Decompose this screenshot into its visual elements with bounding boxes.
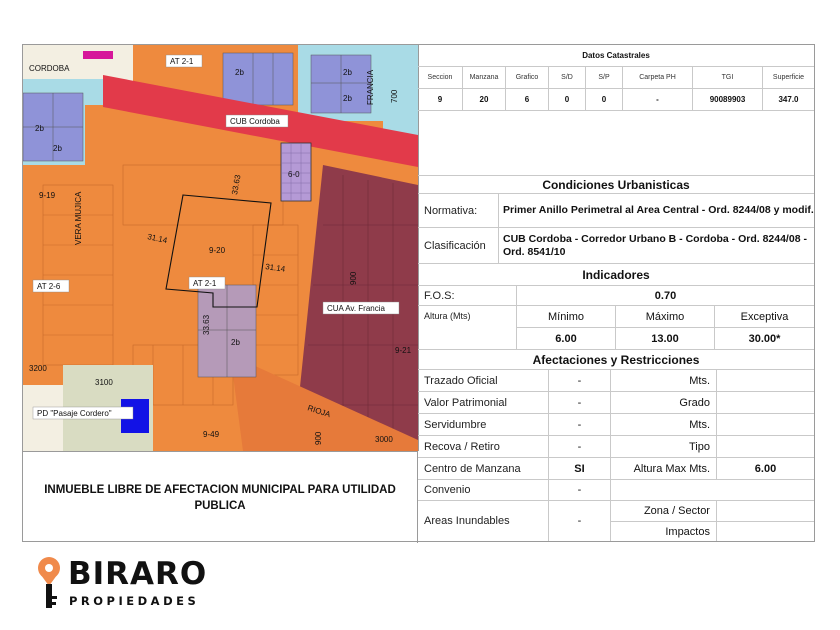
- map-label-949: 9-49: [203, 430, 220, 439]
- dimension-bottom: 33.63: [202, 314, 211, 335]
- map-label-at-top: AT 2-1: [170, 57, 194, 66]
- cat-value: 9: [437, 95, 443, 104]
- afectacion-label: Recova / Retiro: [424, 440, 500, 453]
- map-label-900b: 900: [314, 431, 323, 445]
- convenio-value: -: [548, 480, 610, 500]
- minimo-label: Mínimo: [547, 310, 585, 323]
- areas-value: -: [548, 501, 610, 541]
- map-label-2b-2: 2b: [53, 144, 62, 153]
- map-label-cub: CUB Cordoba: [230, 117, 280, 126]
- afectacion-row: [418, 436, 814, 458]
- afectaciones-title-row: [418, 350, 814, 370]
- altura-row: [418, 306, 814, 350]
- afectacion-label: Trazado Oficial: [424, 374, 498, 387]
- map-label-3100: 3100: [95, 378, 113, 387]
- afectacion-label: Valor Patrimonial: [424, 396, 507, 409]
- clasificacion-label: Clasificación: [424, 239, 486, 252]
- afectacion-unit: Mts.: [610, 370, 716, 391]
- logo-name: BIRARO: [68, 556, 208, 592]
- afectacion-row: [418, 414, 814, 436]
- map-label-2b-3: 2b: [235, 68, 244, 77]
- afectacion-value: -: [548, 370, 610, 391]
- altura-label: Altura (Mts): [424, 311, 471, 321]
- dimension-right: 31.14: [264, 262, 286, 274]
- map-label-francia-num: 700: [390, 89, 399, 103]
- cat-header: TGI: [692, 67, 762, 88]
- cat-value: 0: [585, 89, 622, 110]
- condiciones-title: Condiciones Urbanisticas: [542, 177, 690, 192]
- afectacion-value: SI: [548, 458, 610, 479]
- normativa-row: [418, 194, 814, 228]
- cat-value: 90089903: [692, 89, 762, 110]
- afectacion-value: -: [548, 392, 610, 413]
- areas-label: Areas Inundables: [424, 515, 510, 527]
- zona-value: [716, 501, 814, 521]
- key-pin-icon: [36, 556, 64, 612]
- convenio-empty: [610, 480, 814, 500]
- catastrales-title: Datos Catastrales: [582, 51, 650, 60]
- map-label-lot-60: 6-0: [288, 170, 300, 179]
- cat-header: S/D: [548, 67, 585, 88]
- afectacion-extra: [716, 392, 814, 413]
- catastrales-value-row: [418, 89, 814, 111]
- clasificacion-value: CUB Cordoba - Corredor Urbano B - Cordoba - Ord. 8244/08 - Ord. 8541/10: [498, 228, 814, 263]
- cat-value: 6: [505, 89, 548, 110]
- clasificacion-row: [418, 228, 814, 264]
- dimension-top: 33.63: [230, 174, 243, 196]
- afectaciones-title: Afectaciones y Restricciones: [532, 352, 700, 367]
- excepcional-label: Exceptiva: [714, 306, 814, 327]
- biraro-logo: [36, 556, 236, 612]
- data-panel: [418, 45, 814, 541]
- map-label-2b-4: 2b: [343, 68, 352, 77]
- map-label-2b-1: 2b: [35, 124, 44, 133]
- cadastral-sheet: [22, 44, 815, 542]
- cat-header: Manzana: [462, 67, 505, 88]
- afectacion-label: Servidumbre: [424, 418, 487, 431]
- logo-subtitle: PROPIEDADES: [69, 594, 200, 608]
- afectacion-row: [418, 458, 814, 480]
- map-label-rioja: RIOJA: [306, 403, 332, 420]
- cadastral-map: [23, 45, 419, 451]
- map-label-2b-6: 2b: [231, 338, 240, 347]
- cat-header: Superficie: [762, 67, 814, 88]
- cat-value: -: [622, 89, 692, 110]
- map-label-cordoba: CORDOBA: [29, 64, 70, 73]
- afectacion-extra: [716, 436, 814, 457]
- condiciones-title-row: [418, 176, 814, 194]
- afectacion-unit: Mts.: [610, 414, 716, 435]
- normativa-label: Normativa:: [424, 204, 478, 217]
- map-label-at-26: AT 2-6: [37, 282, 61, 291]
- maximo-value: 13.00: [615, 328, 714, 349]
- minimo-value: 6.00: [555, 332, 577, 345]
- afectacion-value: -: [548, 436, 610, 457]
- map-label-3000: 3000: [375, 435, 393, 444]
- map-label-cua: CUA Av. Francia: [327, 304, 385, 313]
- cat-header: Seccion: [427, 74, 453, 81]
- afectacion-unit: Tipo: [610, 436, 716, 457]
- map-drawing: [23, 45, 418, 451]
- municipal-note: INMUEBLE LIBRE DE AFECTACION MUNICIPAL PARA UTILIDAD PUBLICA: [23, 451, 418, 543]
- indicadores-title: Indicadores: [582, 267, 650, 282]
- cat-value: 0: [548, 89, 585, 110]
- impactos-value: [716, 522, 814, 541]
- cat-header: Grafico: [505, 67, 548, 88]
- afectacion-row: [418, 370, 814, 392]
- afectacion-row: [418, 392, 814, 414]
- map-label-919: 9-19: [39, 191, 56, 200]
- map-label-921: 9-21: [395, 346, 412, 355]
- maximo-label: Máximo: [615, 306, 714, 327]
- map-label-2b-5: 2b: [343, 94, 352, 103]
- afectacion-extra: 6.00: [716, 458, 814, 479]
- map-label-at-21: AT 2-1: [193, 279, 217, 288]
- cat-header: S/P: [585, 67, 622, 88]
- catastrales-title-row: [418, 45, 814, 67]
- areas-row: [418, 501, 814, 541]
- map-label-francia: FRANCIA: [366, 69, 375, 105]
- catastrales-header-row: [418, 67, 814, 89]
- cat-header: Carpeta PH: [622, 67, 692, 88]
- map-label-lot-920: 9-20: [209, 246, 226, 255]
- impactos-label: Impactos: [665, 525, 710, 538]
- afectacion-unit: Grado: [610, 392, 716, 413]
- map-label-3200: 3200: [29, 364, 47, 373]
- cat-value: 20: [462, 89, 505, 110]
- dimension-left: 31.14: [146, 232, 169, 246]
- areas-sub: [610, 501, 814, 541]
- afectacion-unit: Altura Max Mts.: [610, 458, 716, 479]
- map-label-vera-mujica: VERA MUJICA: [74, 191, 83, 245]
- afectacion-value: -: [548, 414, 610, 435]
- indicadores-title-row: [418, 264, 814, 286]
- normativa-value: Primer Anillo Perimetral al Area Central - Ord. 8244/08 y modif.: [498, 194, 814, 227]
- catastrales-blank-row: [418, 111, 814, 176]
- afectacion-extra: [716, 414, 814, 435]
- fos-row: [418, 286, 814, 306]
- cat-value: 347.0: [762, 89, 814, 110]
- convenio-label: Convenio: [424, 484, 471, 496]
- map-label-pd: PD "Pasaje Cordero": [37, 409, 112, 418]
- map-label-900: 900: [349, 271, 358, 285]
- fos-value: 0.70: [516, 286, 814, 305]
- afectacion-label: Centro de Manzana: [424, 462, 521, 475]
- excepcional-value: 30.00*: [714, 328, 814, 349]
- afectacion-extra: [716, 370, 814, 391]
- zona-label: Zona / Sector: [643, 505, 710, 517]
- altura-values: [516, 306, 814, 349]
- fos-label: F.O.S:: [424, 289, 455, 302]
- convenio-row: [418, 480, 814, 501]
